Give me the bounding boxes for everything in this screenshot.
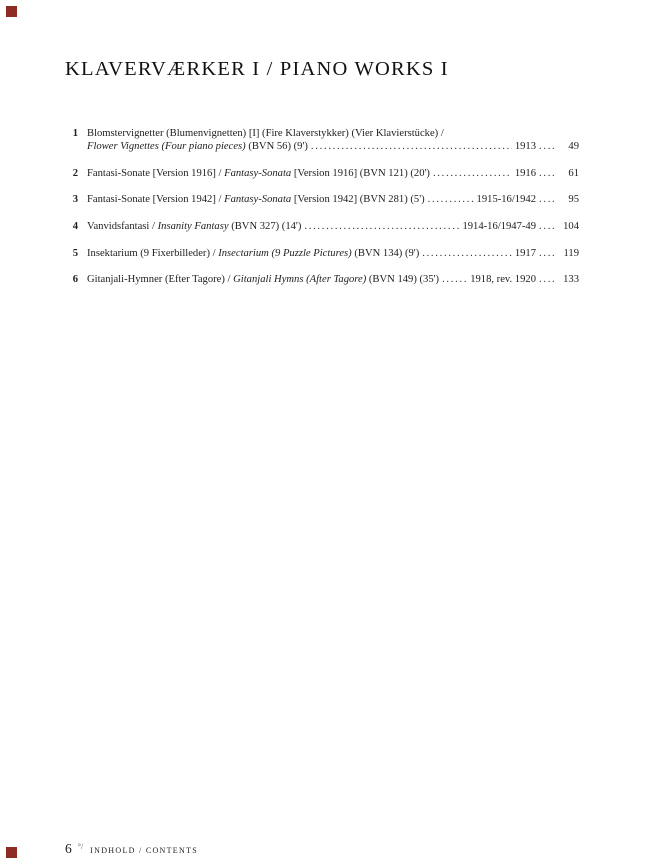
title-text: (BVN 327) (14'): [228, 220, 302, 232]
entry-number: 1: [72, 127, 78, 139]
title-text: [Version 1916] (BVN 121) (20'): [291, 167, 430, 179]
title-translation: Fantasy-Sonata: [224, 167, 292, 179]
entry-body: [87, 167, 579, 181]
title-translation: Gitanjali Hymns (After Tagore): [233, 274, 367, 286]
entry-page-number: 95: [568, 194, 579, 206]
entry-title: [87, 247, 419, 261]
entry-title: [87, 127, 444, 141]
dot-leader: [539, 140, 554, 154]
title-text: Fantasi-Sonate [Version 1942] /: [87, 194, 225, 206]
page-title: KLAVERVÆRKER I / PIANO WORKS I: [65, 58, 449, 80]
entry-page-number: 49: [568, 141, 579, 153]
footer-ornament: °/: [77, 842, 84, 851]
page-content: [0, 0, 655, 287]
entry-number: 4: [72, 220, 78, 232]
entry-title-row: [87, 140, 579, 154]
entry-title-row: [87, 220, 579, 234]
entry-title: [87, 273, 439, 287]
entry-year: 1916: [514, 167, 536, 179]
title-text: Insektarium (9 Fixerbilleder) /: [87, 247, 219, 259]
dot-leader: [433, 167, 512, 181]
entry-number: 5: [72, 247, 78, 259]
entry-title-row: [87, 167, 579, 181]
entry-body: [87, 127, 579, 154]
entry-body: [87, 193, 579, 207]
page-footer: [65, 841, 198, 857]
dot-leader: [422, 247, 512, 261]
entry-page-number: 61: [568, 167, 579, 179]
entry-year: 1913: [514, 141, 536, 153]
dot-leader: [539, 167, 554, 181]
entry-title: [87, 140, 308, 154]
toc-entry: [65, 273, 579, 287]
entry-title-row: [87, 247, 579, 261]
dot-leader: [539, 273, 554, 287]
entry-page-number: 119: [563, 247, 579, 259]
footer-page-number: 6: [65, 841, 72, 856]
title-text: Fantasi-Sonate [Version 1916] /: [87, 167, 225, 179]
entry-number: 2: [72, 167, 78, 179]
entry-title-row: [87, 273, 579, 287]
entry-year: 1914-16/1947-49: [462, 220, 536, 232]
dot-leader: [539, 220, 554, 234]
dot-leader: [304, 220, 459, 234]
entry-page-number: 104: [563, 220, 579, 232]
dot-leader: [539, 193, 554, 207]
dot-leader: [311, 140, 512, 154]
title-text: Vanvidsfantasi /: [87, 220, 158, 232]
toc-list: [65, 127, 579, 287]
title-text: Gitanjali-Hymner (Efter Tagore) /: [87, 274, 234, 286]
title-translation: Flower Vignettes (Four piano pieces): [87, 141, 246, 153]
entry-year: 1915-16/1942: [476, 194, 536, 206]
dot-leader: [442, 273, 467, 287]
entry-body: [87, 220, 579, 234]
entry-page-number: 133: [563, 274, 579, 286]
entry-title-row: [87, 193, 579, 207]
title-translation: Insanity Fantasy: [157, 220, 229, 232]
entry-year: 1917: [514, 247, 536, 259]
registration-mark-top: [6, 6, 17, 17]
entry-number: 3: [72, 194, 78, 206]
entry-title: [87, 167, 430, 181]
registration-mark-bottom: [6, 847, 17, 858]
dot-leader: [539, 247, 554, 261]
entry-number: 6: [72, 274, 78, 286]
title-text: [Version 1942] (BVN 281) (5'): [291, 194, 425, 206]
toc-entry: [65, 247, 579, 261]
toc-entry: [65, 193, 579, 207]
dot-leader: [428, 193, 474, 207]
title-text: Blomstervignetter (Blumenvignetten) [I] (Fire Klaverstykker) (Vier Klavierstücke) /: [87, 127, 444, 139]
title-text: (BVN 149) (35'): [366, 274, 440, 286]
toc-entry: [65, 127, 579, 154]
entry-title-row: [87, 127, 579, 141]
title-translation: Fantasy-Sonata: [224, 194, 292, 206]
entry-body: [87, 247, 579, 261]
footer-section-label: INDHOLD / CONTENTS: [90, 846, 199, 855]
entry-year: 1918, rev. 1920: [470, 274, 536, 286]
title-text: (BVN 134) (9'): [351, 247, 420, 259]
entry-body: [87, 273, 579, 287]
toc-entry: [65, 167, 579, 181]
entry-title: [87, 220, 301, 234]
toc-entry: [65, 220, 579, 234]
title-translation: Insectarium (9 Puzzle Pictures): [218, 247, 352, 259]
entry-title: [87, 193, 425, 207]
title-text: (BVN 56) (9'): [245, 141, 308, 153]
